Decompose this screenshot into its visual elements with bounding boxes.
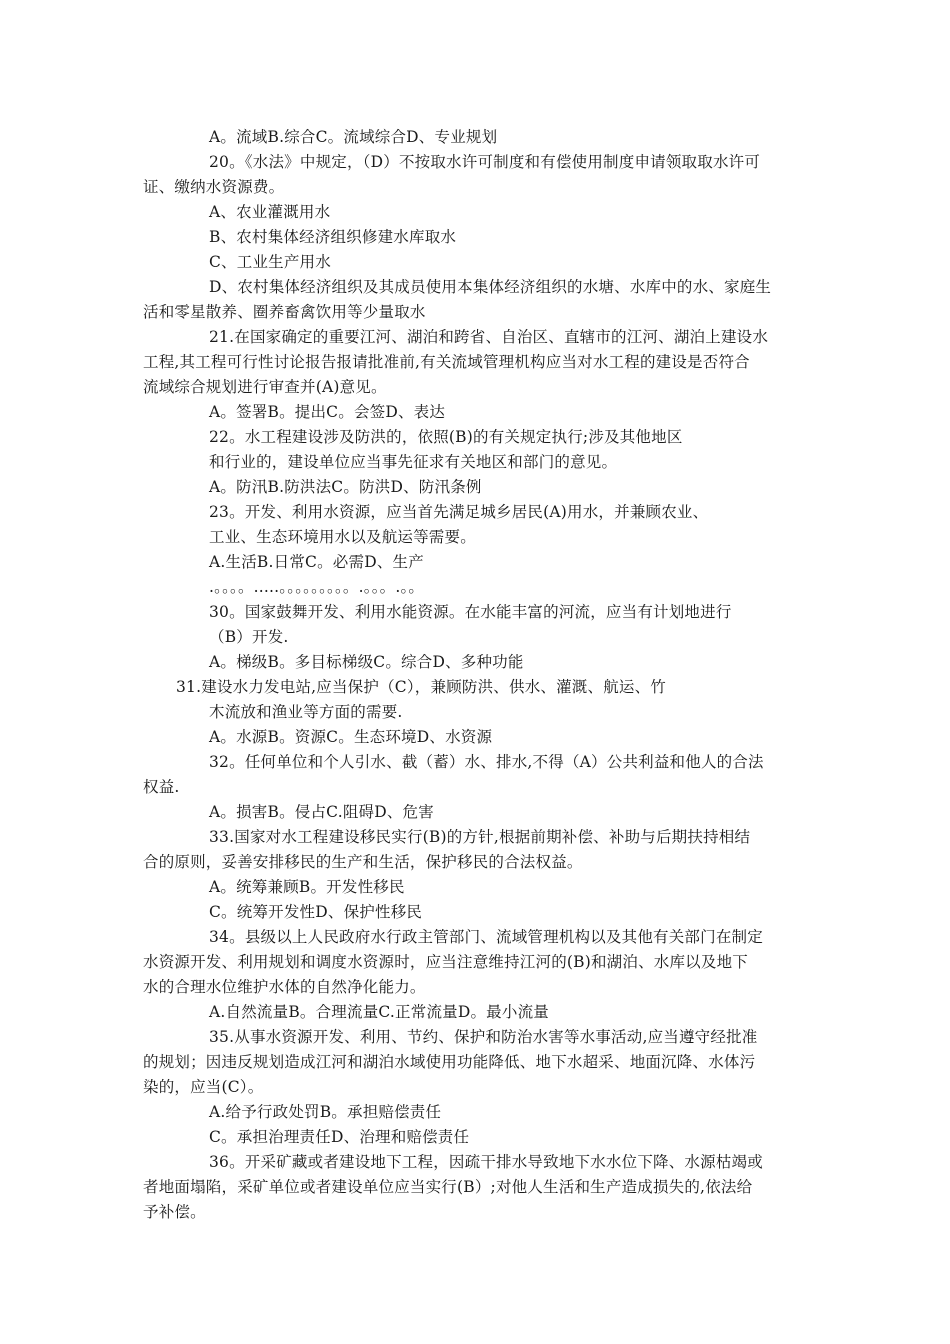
q23-text-line-1: 23。开发、利用水资源，应当首先满足城乡居民(A)用水，并兼顾农业、 <box>209 503 709 521</box>
q31-options: A。水源B。资源C。生态环境D、水资源 <box>209 728 493 746</box>
q20-option-b: B、农村集体经济组织修建水库取水 <box>209 228 457 246</box>
q22-text-line-2: 和行业的，建设单位应当事先征求有关地区和部门的意见。 <box>209 453 618 471</box>
q32-text-line-1: 32。任何单位和个人引水、截（蓄）水、排水,不得（A）公共利益和他人的合法 <box>209 753 764 771</box>
q32-text-line-2: 权益. <box>143 778 180 796</box>
q23-options: A.生活B.日常C。必需D、生产 <box>209 553 424 571</box>
q34-options: A.自然流量B。合理流量C.正常流量D。最小流量 <box>209 1003 549 1021</box>
q33-text-line-1: 33.国家对水工程建设移民实行(B)的方针,根据前期补偿、补助与后期扶持相结 <box>209 828 751 846</box>
q33-text-line-2: 合的原则，妥善安排移民的生产和生活，保护移民的合法权益。 <box>143 853 583 871</box>
q22-text-line-1: 22。水工程建设涉及防洪的，依照(B)的有关规定执行;涉及其他地区 <box>209 428 683 446</box>
q19-options: A。流域B.综合C。流域综合D、专业规划 <box>209 128 498 146</box>
q21-text-line-1: 21.在国家确定的重要江河、湖泊和跨省、自治区、直辖市的江河、湖泊上建设水 <box>209 328 769 346</box>
q23-text-line-2: 工业、生态环境用水以及航运等需要。 <box>209 528 476 546</box>
q35-text-line-1: 35.从事水资源开发、利用、节约、保护和防治水害等水事活动,应当遵守经批准 <box>209 1028 758 1046</box>
q34-text-line-1: 34。县级以上人民政府水行政主管部门、流域管理机构以及其他有关部门在制定 <box>209 928 763 946</box>
q22-options: A。防汛B.防洪法C。防洪D、防汛条例 <box>209 478 482 496</box>
q35-text-line-2: 的规划；因违反规划造成江河和湖泊水域使用功能降低、地下水超采、地面沉降、水体污 <box>143 1053 756 1071</box>
q30-text-line-2: （B）开发. <box>209 628 289 646</box>
q21-options: A。签署B。提出C。会签D、表达 <box>209 403 446 421</box>
q36-text-line-2: 者地面塌陷，采矿单位或者建设单位应当实行(B）;对他人生活和生产造成损失的,依法给 <box>143 1178 753 1196</box>
q20-text-line-1: 20。《水法》中规定，（D）不按取水许可制度和有偿使用制度申请领取取水许可 <box>209 153 761 171</box>
q20-option-d-line-1: D、农村集体经济组织及其成员使用本集体经济组织的水塘、水库中的水、家庭生 <box>209 278 772 296</box>
q33-options-line-2: C。统筹开发性D、保护性移民 <box>209 903 423 921</box>
q21-text-line-3: 流域综合规划进行审查并(A)意见。 <box>143 378 387 396</box>
q34-text-line-2: 水资源开发、利用规划和调度水资源时，应当注意维持江河的(B)和湖泊、水库以及地下 <box>143 953 748 971</box>
q30-options: A。梯级B。多目标梯级C。综合D、多种功能 <box>209 653 524 671</box>
q36-text-line-3: 予补偿。 <box>143 1203 206 1221</box>
q34-text-line-3: 水的合理水位维护水体的自然净化能力。 <box>143 978 426 996</box>
q35-text-line-3: 染的，应当(C）。 <box>143 1078 264 1096</box>
q20-option-c: C、工业生产用水 <box>209 253 331 271</box>
q30-text-line-1: 30。国家鼓舞开发、利用水能资源。在水能丰富的河流，应当有计划地进行 <box>209 603 732 621</box>
q31-text-line-1: 31.建设水力发电站,应当保护（C），兼顾防洪、供水、灌溉、航运、竹 <box>176 678 666 696</box>
q32-options: A。损害B。侵占C.阻碍D、危害 <box>209 803 434 821</box>
q20-text-line-2: 证、缴纳水资源费。 <box>143 178 285 196</box>
q20-option-d-line-2: 活和零星散养、圈养畜禽饮用等少量取水 <box>143 303 426 321</box>
q21-text-line-2: 工程,其工程可行性讨论报告报请批准前,有关流域管理机构应当对水工程的建设是否符合 <box>143 353 750 371</box>
q35-options-line-1: A.给予行政处罚B。承担赔偿责任 <box>209 1103 442 1121</box>
q20-option-a: A、农业灌溉用水 <box>209 203 331 221</box>
q36-text-line-1: 36。开采矿藏或者建设地下工程，因疏干排水导致地下水水位下降、水源枯竭或 <box>209 1153 763 1171</box>
q35-options-line-2: C。承担治理责任D、治理和赔偿责任 <box>209 1128 470 1146</box>
q33-options-line-1: A。统筹兼顾B。开发性移民 <box>209 878 405 896</box>
ellipsis-separator: .。。。。.....。。。。。。。。。.。。。.。。 <box>209 578 425 596</box>
q31-text-line-2: 木流放和渔业等方面的需要. <box>209 703 403 721</box>
